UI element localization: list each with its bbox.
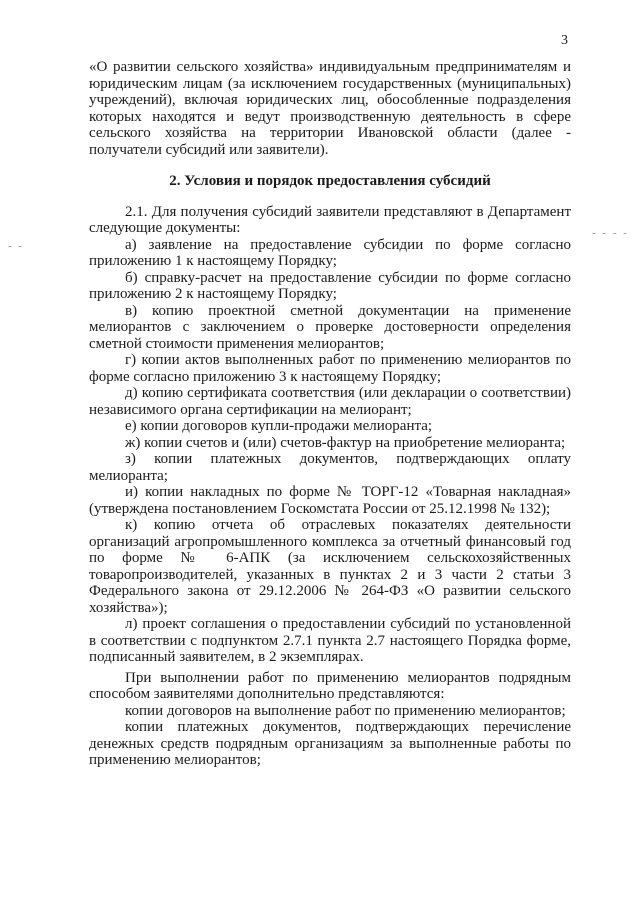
item-a: а) заявление на предоставление субсидии по форме согласно приложению 1 к настоящему Порядку; <box>89 236 571 269</box>
document-body <box>89 59 571 769</box>
section-heading: 2. Условия и порядок предоставления субсидий <box>169 173 491 189</box>
item-z: з) копии платежных документов, подтверждающих оплату мелиоранта; <box>89 451 571 484</box>
intro-paragraph: «О развитии сельского хозяйства» индивидуальным предпринимателям и юридическим лицам (за исключением государственных (муниципальных) учреждений), включая юридических лиц, обособленные подразделения которых находятся и ведут производственную деятельность в сфере сельского хозяйства на территории Ивановской области (далее - получатели субсидий или заявители). <box>89 59 571 158</box>
contractor-paragraph: При выполнении работ по применению мелиорантов подрядным способом заявителями дополнительно представляются: <box>89 669 571 702</box>
page-number: 3 <box>561 33 568 48</box>
contractor-payments-item: копии платежных документов, подтверждающих перечисление денежных средств подрядным организациям за выполненные работы по применению мелиорантов; <box>89 719 571 768</box>
item-zh: ж) копии счетов и (или) счетов-фактур на приобретение мелиоранта; <box>125 434 566 451</box>
left-margin-mark: - - <box>8 240 25 252</box>
paragraph-2-1: 2.1. Для получения субсидий заявители представляют в Департамент следующие документы: <box>89 203 571 236</box>
item-l: л) проект соглашения о предоставлении субсидий по установленной в соответствии с подпунктом 2.7.1 пункта 2.7 настоящего Порядка форме, подписанный заявителем, в 2 экземплярах. <box>89 616 571 665</box>
item-e: е) копии договоров купли-продажи мелиоранта; <box>125 418 433 434</box>
contractor-contracts-item: копии договоров на выполнение работ по применению мелиорантов; <box>125 702 566 719</box>
item-i: и) копии накладных по форме № ТОРГ-12 «Товарная накладная» (утверждена постановлением Госкомстата России от 25.12.1998 № 132); <box>89 484 571 517</box>
item-g: г) копии актов выполненных работ по применению мелиорантов по форме согласно приложению 3 к настоящему Порядку; <box>89 352 571 385</box>
item-k: к) копию отчета об отраслевых показателях деятельности организаций агропромышленного комплекса за отчетный финансовый год по форме № 6-АПК (за исключением сельскохозяйственных товаропроизводителей, указанных в пунктах 2 и 3 части 2 статьи 3 Федерального закона от 29.12.2006 № 264-ФЗ «О развитии сельского хозяйства»); <box>89 517 571 616</box>
item-v: в) копию проектной сметной документации на применение мелиорантов с заключением о проверке достоверности определения сметной стоимости применения мелиорантов; <box>89 302 571 352</box>
item-b: б) справку-расчет на предоставление субсидии по форме согласно приложению 2 к настоящему Порядку; <box>89 269 571 302</box>
right-margin-mark: - - - - <box>592 227 629 239</box>
item-d: д) копию сертификата соответствия (или декларации о соответствии) независимого органа сертификации на мелиорант; <box>89 385 571 418</box>
